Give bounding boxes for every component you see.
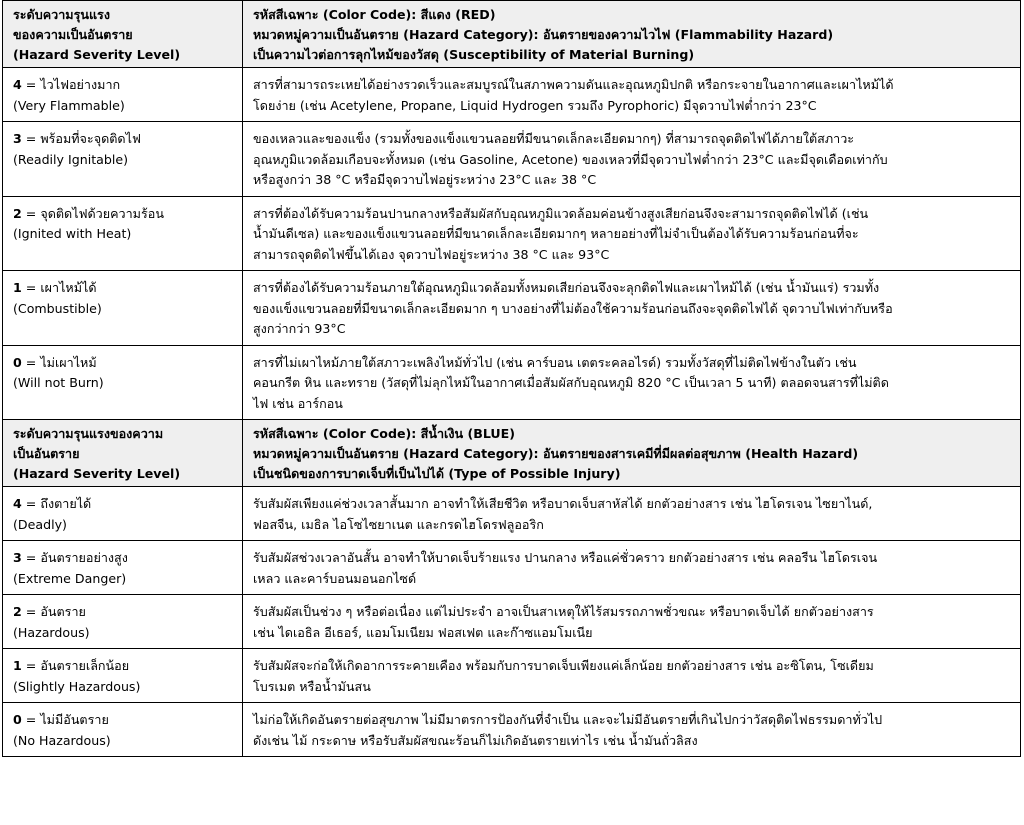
hazard-definition-line: เป็นความไวต่อการลุกไหม้ของวัสดุ (Susceptibility of Material Burning) bbox=[253, 47, 695, 62]
level-cell bbox=[3, 196, 243, 271]
level-cell bbox=[3, 541, 243, 595]
level-number: 3 bbox=[13, 131, 22, 146]
flammability-row-1 bbox=[3, 271, 1021, 346]
flammability-row-2 bbox=[3, 196, 1021, 271]
level-cell bbox=[3, 703, 243, 757]
description-line: สารที่ต้องได้รับความร้อนภายใต้อุณหภูมิแวดล้อมทั้งหมดเสียก่อนจึงจะลุกติดไฟและเผาไหม้ได้ (เช่น น้ำมันแร่) รวมทั้ง bbox=[253, 280, 880, 295]
flammability-row-3 bbox=[3, 122, 1021, 197]
level-number: 1 bbox=[13, 280, 22, 295]
health-header-row bbox=[3, 420, 1021, 487]
health-row-3 bbox=[3, 541, 1021, 595]
health-category-header bbox=[243, 420, 1021, 487]
level-english: (No Hazardous) bbox=[13, 732, 111, 748]
description-line: สามารถจุดติดไฟขึ้นได้เอง จุดวาบไฟอยู่ระหว่าง 38 °C และ 93°C bbox=[253, 246, 610, 262]
header-line: (Hazard Severity Level) bbox=[13, 47, 181, 62]
level-cell bbox=[3, 122, 243, 197]
level-thai: = เผาไหม้ได้ bbox=[21, 280, 97, 295]
header-line: เป็นอันตราย bbox=[13, 446, 80, 461]
description-line: เช่น ไดเอธิล อีเธอร์, แอมโมเนียม ฟอสเฟต และก๊าซแอมโมเนีย bbox=[253, 624, 593, 640]
level-number: 3 bbox=[13, 550, 22, 565]
health-level-header bbox=[3, 420, 243, 487]
description-line: ไม่ก่อให้เกิดอันตรายต่อสุขภาพ ไม่มีมาตรการป้องกันที่จำเป็น และจะไม่มีอันตรายที่เกินไปกว่าวัสดุติดไฟธรรมดาทั่วไป bbox=[253, 712, 883, 727]
level-cell bbox=[3, 345, 243, 420]
level-english: (Very Flammable) bbox=[13, 97, 125, 113]
description-cell bbox=[243, 541, 1021, 595]
hazard-category-line: หมวดหมู่ความเป็นอันตราย (Hazard Category): อันตรายของความไวไฟ (Flammability Hazard) bbox=[253, 27, 834, 42]
level-cell bbox=[3, 595, 243, 649]
level-cell bbox=[3, 68, 243, 122]
flammability-row-0 bbox=[3, 345, 1021, 420]
level-thai: = ไม่มีอันตราย bbox=[21, 712, 109, 727]
level-thai: = จุดติดไฟด้วยความร้อน bbox=[21, 205, 164, 221]
description-cell bbox=[243, 595, 1021, 649]
level-english: (Slightly Hazardous) bbox=[13, 678, 141, 694]
level-english: (Will not Burn) bbox=[13, 375, 104, 390]
level-english: (Readily Ignitable) bbox=[13, 151, 129, 167]
description-line: สูงกว่ากว่า 93°C bbox=[253, 321, 346, 336]
level-thai: = ไม่เผาไหม้ bbox=[21, 354, 97, 370]
level-number: 4 bbox=[13, 496, 22, 511]
description-line: รับสัมผัสเพียงแค่ช่วงเวลาสั้นมาก อาจทำให้เสียชีวิต หรือบาดเจ็บสาหัสได้ ยกตัวอย่างสาร เช่น ไฮโดรเจน ไซยาไนด์, bbox=[253, 496, 873, 511]
description-line: รับสัมผัสช่วงเวลาอันสั้น อาจทำให้บาดเจ็บร้ายแรง ปานกลาง หรือแค่ชั่วคราว ยกตัวอย่างสาร เช่น คลอรีน ไฮโดรเจน bbox=[253, 550, 878, 565]
flammability-row-4 bbox=[3, 68, 1021, 122]
level-number: 2 bbox=[13, 604, 22, 619]
description-cell bbox=[243, 649, 1021, 703]
description-cell bbox=[243, 345, 1021, 420]
level-cell bbox=[3, 649, 243, 703]
level-cell bbox=[3, 487, 243, 541]
health-row-1 bbox=[3, 649, 1021, 703]
description-line: สารที่ไม่เผาไหม้ภายใต้สภาวะเพลิงไหม้ทั่วไป (เช่น คาร์บอน เตตระคลอไรด์) รวมทั้งวัสดุที่ไม่ติดไฟข้างในตัว เช่น bbox=[253, 354, 857, 370]
description-line: สารที่ต้องได้รับความร้อนปานกลางหรือสัมผัสกับอุณหภูมิแวดล้อมค่อนข้างสูงเสียก่อนจึงจะสามารถจุดติดไฟได้ (เช่น bbox=[253, 205, 869, 221]
description-cell bbox=[243, 703, 1021, 757]
header-line: (Hazard Severity Level) bbox=[13, 466, 181, 481]
header-line: ของความเป็นอันตราย bbox=[13, 27, 133, 42]
level-thai: = พร้อมที่จะจุดติดไฟ bbox=[21, 131, 141, 146]
description-line: เหลว และคาร์บอนมอนอกไซด์ bbox=[253, 570, 417, 586]
flammability-category-header bbox=[243, 1, 1021, 68]
level-thai: = ไวไฟอย่างมาก bbox=[21, 77, 121, 92]
description-line: ของเหลวและของแข็ง (รวมทั้งของแข็งแขวนลอยที่มีขนาดเล็กละเอียดมากๆ) ที่สามารถจุดติดไฟได้ภายใต้สภาวะ bbox=[253, 131, 855, 146]
header-line: ระดับความรุนแรง bbox=[13, 7, 110, 22]
level-english: (Deadly) bbox=[13, 516, 67, 532]
level-number: 2 bbox=[13, 205, 22, 221]
description-line: ฟอสจีน, เมธิล ไอโซไซยาเนต และกรดไฮโดรฟลูออริก bbox=[253, 516, 544, 532]
description-line: ไฟ เช่น อาร์กอน bbox=[253, 395, 343, 411]
level-thai: = อันตราย bbox=[21, 604, 86, 619]
level-english: (Extreme Danger) bbox=[13, 570, 127, 586]
level-english: (Ignited with Heat) bbox=[13, 226, 132, 241]
description-cell bbox=[243, 487, 1021, 541]
description-cell bbox=[243, 68, 1021, 122]
flammability-level-header bbox=[3, 1, 243, 68]
header-line: ระดับความรุนแรงของความ bbox=[13, 426, 164, 441]
level-number: 0 bbox=[13, 354, 22, 370]
level-thai: = อันตรายอย่างสูง bbox=[21, 550, 128, 565]
level-thai: = ถึงตายได้ bbox=[21, 496, 92, 511]
description-line: สารที่สามารถระเหยได้อย่างรวดเร็วและสมบูรณ์ในสภาพความดันและอุณหภูมิปกติ หรือกระจายในอากาศและเผาไหม้ได้ bbox=[253, 77, 894, 92]
description-line: ดังเช่น ไม้ กระดาษ หรือรับสัมผัสขณะร้อนก็ไม่เกิดอันตรายเท่าไร เช่น น้ำมันถั่วลิสง bbox=[253, 732, 698, 748]
description-line: รับสัมผัสจะก่อให้เกิดอาการระคายเคือง พร้อมกับการบาดเจ็บเพียงแค่เล็กน้อย ยกตัวอย่างสาร เช่น อะซิโตน, โซเดียม bbox=[253, 658, 874, 673]
health-row-4 bbox=[3, 487, 1021, 541]
level-number: 0 bbox=[13, 712, 22, 727]
level-thai: = อันตรายเล็กน้อย bbox=[21, 658, 130, 673]
hazard-table bbox=[2, 0, 1021, 757]
description-line: รับสัมผัสเป็นช่วง ๆ หรือต่อเนื่อง แต่ไม่ประจำ อาจเป็นสาเหตุให้ไร้สมรรถภาพชั่วขณะ หรือบาดเจ็บได้ ยกตัวอย่างสาร bbox=[253, 604, 874, 619]
level-number: 4 bbox=[13, 77, 22, 92]
health-row-2 bbox=[3, 595, 1021, 649]
flammability-header-row bbox=[3, 1, 1021, 68]
description-cell bbox=[243, 271, 1021, 346]
description-line: น้ำมันดีเซล) และของแข็งแขวนลอยที่มีขนาดเล็กละเอียดมากๆ หลายอย่างที่ไม่จำเป็นต้องได้รับความร้อนก่อนที่จะ bbox=[253, 226, 859, 241]
color-code-line: รหัสสีเฉพาะ (Color Code): สีแดง (RED) bbox=[253, 7, 496, 22]
description-line: หรือสูงกว่า 38 °C หรือมีจุดวาบไฟอยู่ระหว่าง 23°C และ 38 °C bbox=[253, 172, 597, 187]
description-cell bbox=[243, 196, 1021, 271]
description-line: ของแข็งแขวนลอยที่มีขนาดเล็กละเอียดมาก ๆ บางอย่างที่ไม่ต้องใช้ความร้อนก่อนถึงจะจุดติดไฟได้ จุดวาบไฟเท่ากับหรือ bbox=[253, 300, 893, 316]
health-row-0 bbox=[3, 703, 1021, 757]
level-english: (Combustible) bbox=[13, 300, 102, 316]
description-line: อุณหภูมิแวดล้อมเกือบจะทั้งหมด (เช่น Gasoline, Acetone) ของเหลวที่มีจุดวาบไฟต่ำกว่า 23°C และมีจุดเดือดเท่ากับ bbox=[253, 151, 888, 167]
level-cell bbox=[3, 271, 243, 346]
level-number: 1 bbox=[13, 658, 22, 673]
hazard-definition-line: เป็นชนิดของการบาดเจ็บที่เป็นไปได้ (Type of Possible Injury) bbox=[253, 466, 621, 481]
description-line: โดยง่าย (เช่น Acetylene, Propane, Liquid Hydrogen รวมถึง Pyrophoric) มีจุดวาบไฟต่ำกว่า 23°C bbox=[253, 97, 817, 113]
description-line: คอนกรีต หิน และทราย (วัสดุที่ไม่ลุกไหม้ในอากาศเมื่อสัมผัสกับอุณหภูมิ 820 °C เป็นเวลา 5 นาที) ตลอดจนสารที่ไม่ติด bbox=[253, 375, 889, 390]
description-cell bbox=[243, 122, 1021, 197]
description-line: โบรเมต หรือน้ำมันสน bbox=[253, 678, 371, 694]
hazard-category-line: หมวดหมู่ความเป็นอันตราย (Hazard Category): อันตรายของสารเคมีที่มีผลต่อสุขภาพ (Health Hazard) bbox=[253, 446, 859, 461]
color-code-line: รหัสสีเฉพาะ (Color Code): สีน้ำเงิน (BLUE) bbox=[253, 426, 516, 441]
level-english: (Hazardous) bbox=[13, 624, 90, 640]
